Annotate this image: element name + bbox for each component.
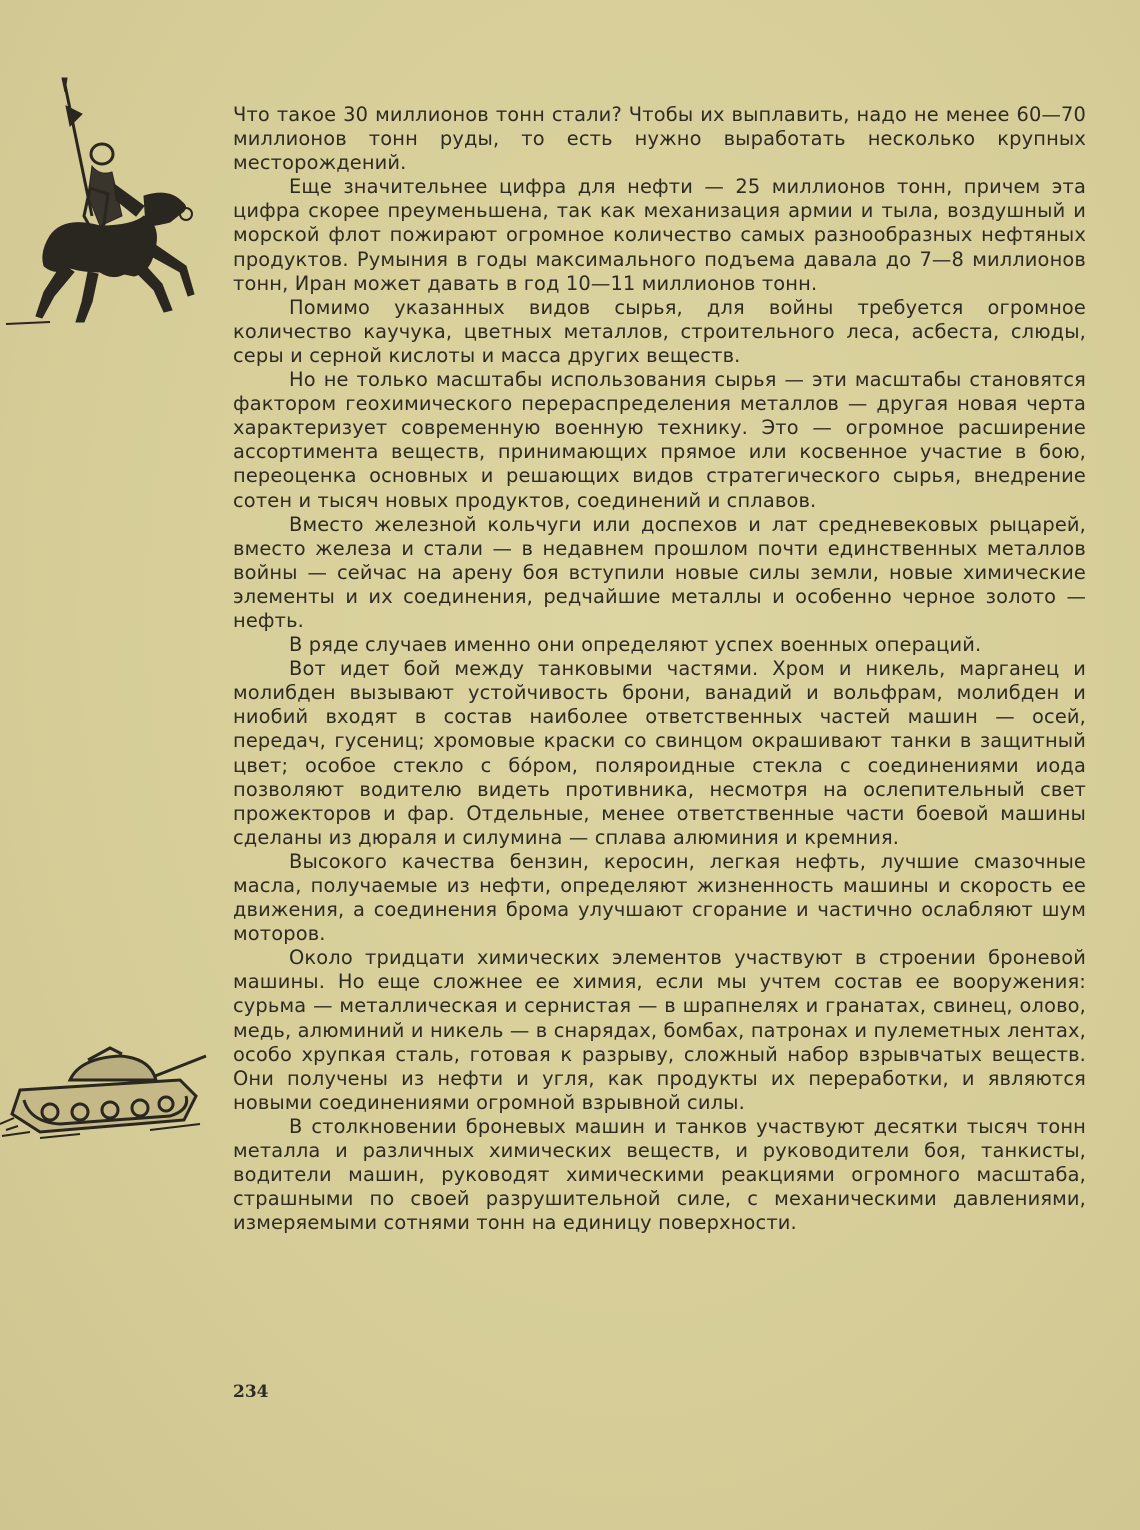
paragraph: Высокого качества бензин, керосин, легкая нефть, лучшие смазочные масла, получаемые из нефти, определяют жизненность машины и скорость ее движения, а соединения брома улучшают сгорание и частично ослабляют шум моторов. (233, 849, 1086, 946)
paragraph: В столкновении броневых машин и танков участвуют десятки тысяч тонн металла и различных химических веществ, и руководители боя, танкисты, водители машин, руководят химическими реакциями огромного масштаба, страшными по своей разрушительной силе, с механическими давлениями, измеряемыми сотнями тонн на единицу поверхности. (233, 1114, 1086, 1235)
paragraph: Но не только масштабы использования сырья — эти масштабы становятся фактором геохимического перераспределения металлов — другая новая черта характеризует современную военную технику. Это — огромное расширение ассортимента веществ, принимающих прямое или косвенное участие в бою, переоценка основных и решающих видов стратегического сырья, внедрение сотен и тысяч новых продуктов, соединений и сплавов. (233, 368, 1086, 512)
article-body (233, 103, 1086, 1235)
paragraph: Еще значительнее цифра для нефти — 25 миллионов тонн, причем эта цифра скорее преуменьшена, так как механизация армии и тыла, воздушный и морской флот пожирают огромное количество самых разнообразных нефтяных продуктов. Румыния в годы максимального подъема давала до 7—8 миллионов тонн, Иран может давать в год 10—11 миллионов тонн. (233, 175, 1086, 295)
paragraph: Вот идет бой между танковыми частями. Хром и никель, марганец и молибден вызывают устойчивость брони, ванадий и вольфрам, молибден и ниобий входят в состав наиболее ответственных частей машин — осей, передач, гусениц; хромовые краски со свинцом окрашивают танки в защитный цвет; особое стекло с бо́ром, поляроидные стекла с соединениями иода позволяют водителю видеть противника, несмотря на ослепительный свет прожекторов и фар. Отдельные, менее ответственные части боевой машины сделаны из дюраля и силумина — сплава алюминия и кремния. (233, 657, 1086, 849)
page-number: 234 (233, 1382, 269, 1402)
paragraph: В ряде случаев именно они определяют успех военных операций. (289, 633, 982, 657)
knight-on-horse-illustration (4, 76, 204, 331)
paragraph: Около тридцати химических элементов участвуют в строении броневой машины. Но еще сложнее ее химия, если мы учтем состав ее вооружения: сурьма — металлическая и сернистая — в шрапнелях и гранатах, свинец, олово, медь, алюминий и никель — в снарядах, бомбах, патронах и пулеметных лентах, особо хрупкая сталь, готовая к разрыву, сложный набор взрывчатых веществ. Они получены из нефти и угля, как продукты их переработки, и являются новыми соединениями огромной взрывной силы. (233, 946, 1086, 1114)
paragraph: Помимо указанных видов сырья, для войны требуется огромное количество каучука, цветных металлов, строительного леса, асбеста, слюды, серы и серной кислоты и масса других веществ. (233, 295, 1086, 367)
paragraph: Что такое 30 миллионов тонн стали? Чтобы их выплавить, надо не менее 60—70 миллионов тонн руды, то есть нужно выработать несколько крупных месторождений. (233, 103, 1086, 175)
tank-illustration (0, 1040, 212, 1140)
paragraph: Вместо железной кольчуги или доспехов и лат средневековых рыцарей, вместо железа и стали — в недавнем прошлом почти единственных металлов войны — сейчас на арену боя вступили новые силы земли, новые химические элементы и их соединения, редчайшие металлы и особенно черное золото — нефть. (233, 512, 1086, 632)
